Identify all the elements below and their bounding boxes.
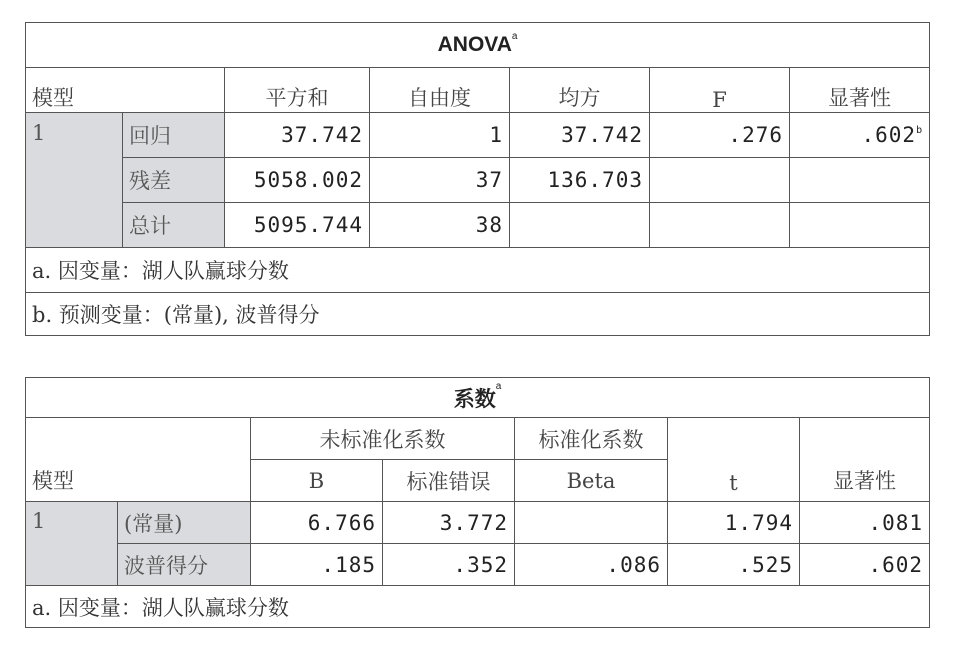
anova-header-mean-square: 均方 [510, 68, 650, 113]
anova-header-f: F [650, 68, 790, 113]
coef-header-t: t [668, 418, 800, 502]
table-row [26, 158, 930, 203]
coef-header-beta: Beta [515, 460, 668, 502]
cell-sig [790, 158, 930, 203]
coefficients-table [25, 377, 930, 628]
table-row [26, 203, 930, 248]
footnote: a. 因变量：湖人队赢球分数 [26, 248, 930, 293]
cell-df: 1 [370, 113, 510, 158]
cell-t: .525 [668, 544, 800, 586]
model-number: 1 [26, 502, 118, 586]
anova-table [25, 22, 930, 336]
cell-sum-squares: 37.742 [225, 113, 370, 158]
cell-se: .352 [383, 544, 515, 586]
coef-header-standardized: 标准化系数 [515, 418, 668, 460]
cell-mean-square [510, 203, 650, 248]
cell-t: 1.794 [668, 502, 800, 544]
anova-header-df: 自由度 [370, 68, 510, 113]
coef-header-se: 标准错误 [383, 460, 515, 502]
cell-f: .276 [650, 113, 790, 158]
anova-title: ANOVA$^a$ [26, 23, 930, 68]
cell-sum-squares: 5058.002 [225, 158, 370, 203]
cell-df: 37 [370, 158, 510, 203]
coef-header-unstandardized: 未标准化系数 [251, 418, 515, 460]
model-number: 1 [26, 113, 123, 248]
cell-mean-square: 37.742 [510, 113, 650, 158]
cell-b: 6.766 [251, 502, 383, 544]
anova-header-sig: 显著性 [790, 68, 930, 113]
table-row [26, 502, 930, 544]
cell-sig [790, 203, 930, 248]
row-label: 残差 [123, 158, 225, 203]
row-label: 回归 [123, 113, 225, 158]
table-row [26, 544, 930, 586]
cell-sum-squares: 5095.744 [225, 203, 370, 248]
footnote: a. 因变量：湖人队赢球分数 [26, 586, 930, 628]
cell-mean-square: 136.703 [510, 158, 650, 203]
row-label: (常量) [118, 502, 251, 544]
coef-header-b: B [251, 460, 383, 502]
coef-header-sig: 显著性 [800, 418, 930, 502]
cell-beta: .086 [515, 544, 668, 586]
cell-b: .185 [251, 544, 383, 586]
row-label: 总计 [123, 203, 225, 248]
coef-header-model: 模型 [26, 418, 251, 502]
cell-beta [515, 502, 668, 544]
anova-header-sum-squares: 平方和 [225, 68, 370, 113]
anova-header-model: 模型 [26, 68, 225, 113]
table-row [26, 113, 930, 158]
cell-sig: .602$^b$ [790, 113, 930, 158]
coefficients-title: 系数$^a$ [26, 378, 930, 418]
cell-f [650, 203, 790, 248]
footnote: b. 预测变量：(常量), 波普得分 [26, 293, 930, 336]
cell-sig: .081 [800, 502, 930, 544]
row-label: 波普得分 [118, 544, 251, 586]
cell-df: 38 [370, 203, 510, 248]
cell-se: 3.772 [383, 502, 515, 544]
cell-sig: .602 [800, 544, 930, 586]
cell-f [650, 158, 790, 203]
